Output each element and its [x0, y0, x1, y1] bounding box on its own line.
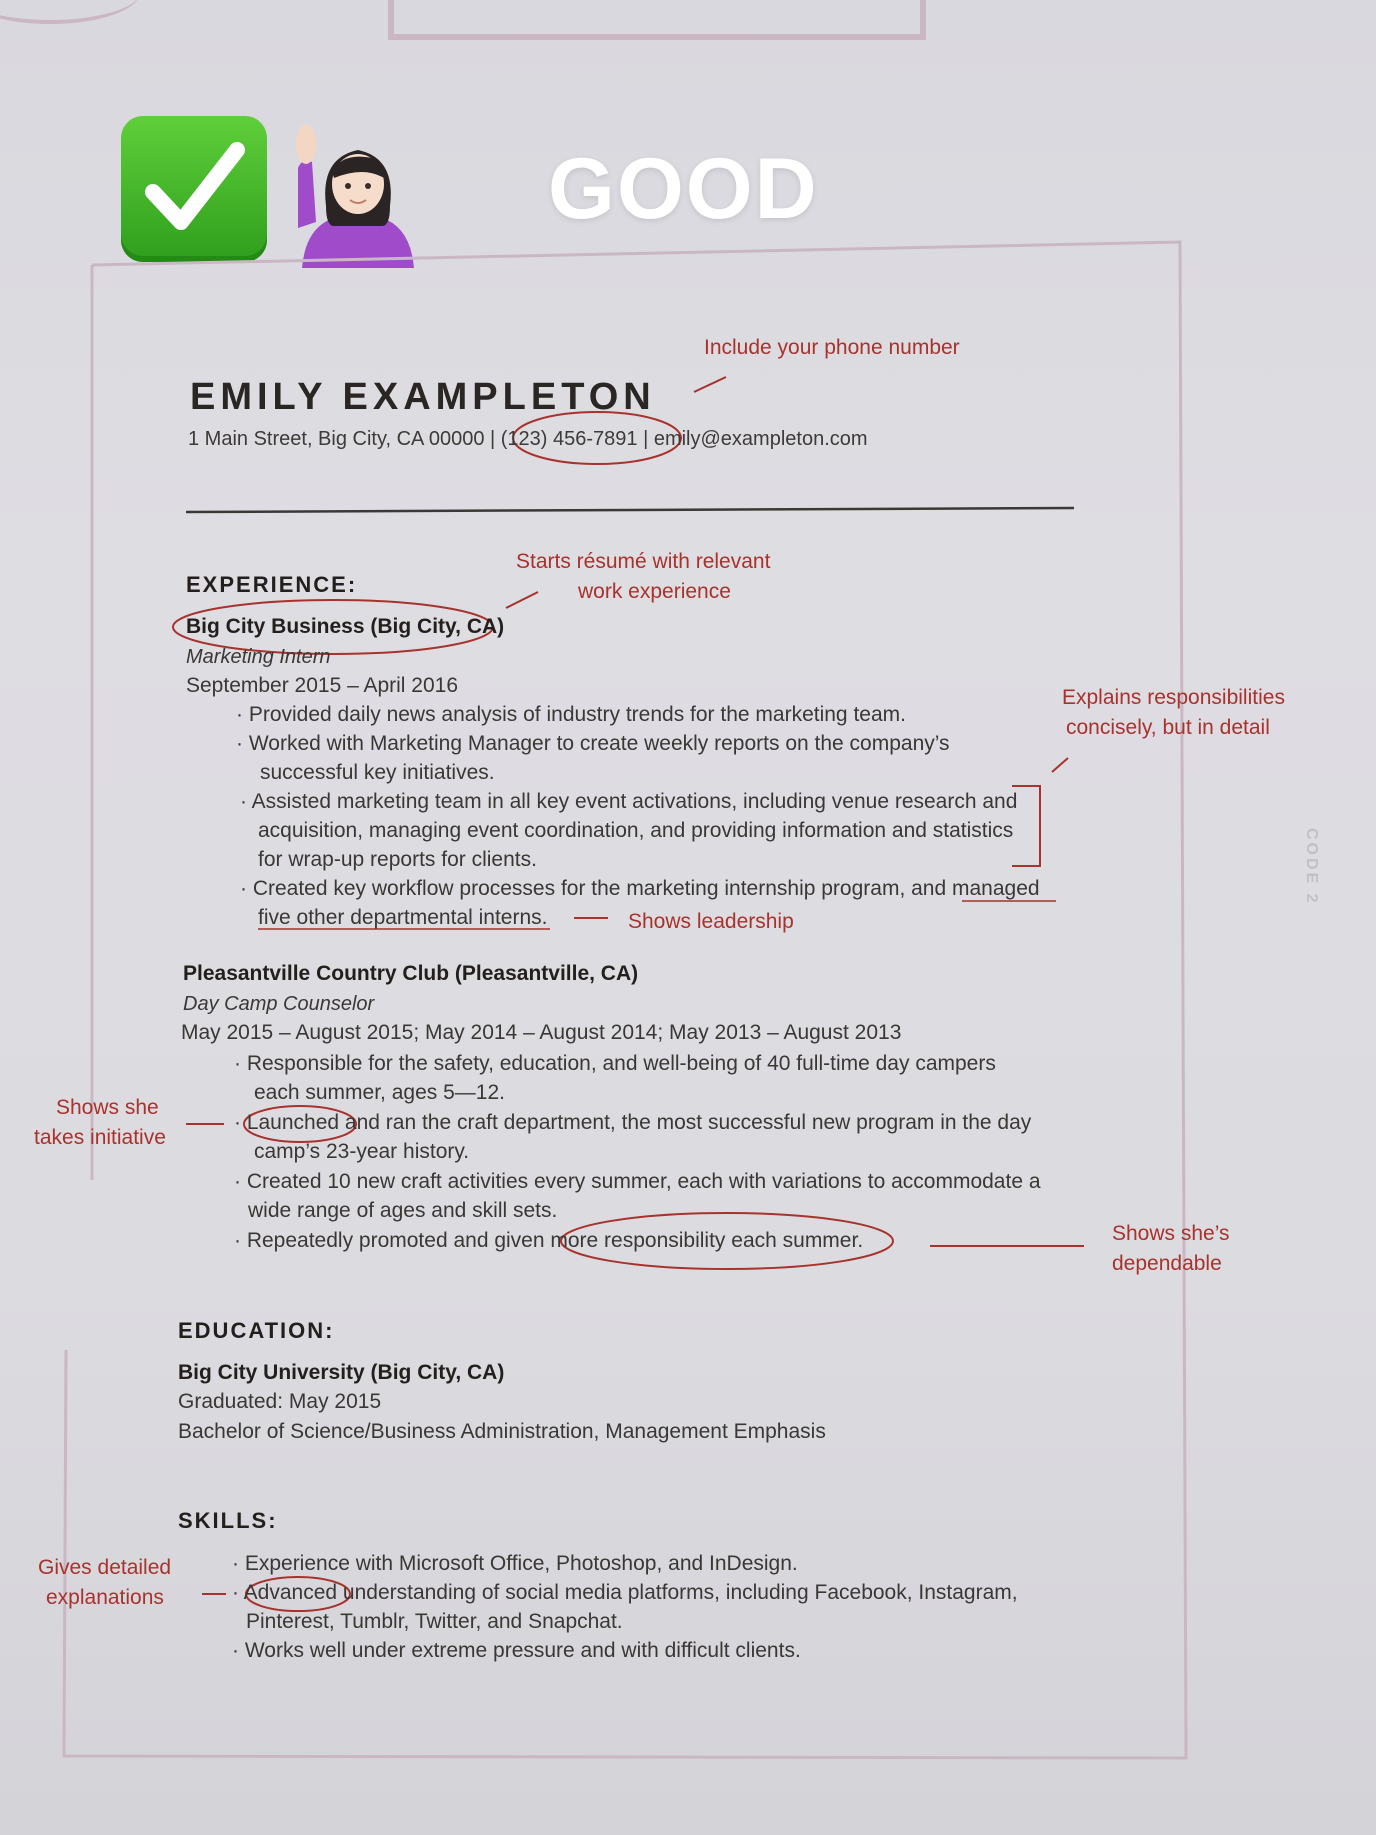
job-line: five other departmental interns. — [258, 906, 548, 929]
job-line: · Repeatedly promoted and given more responsibility each summer. — [234, 1229, 864, 1252]
side-code-label: CODE 2 — [1303, 828, 1320, 906]
job-line: successful key initiatives. — [260, 761, 495, 784]
job-org: Pleasantville Country Club (Pleasantville, CA) — [183, 962, 639, 985]
annotation-responsibilities: concisely, but in detail — [1066, 716, 1270, 739]
job-line: · Created 10 new craft activities every summer, each with variations to accommodate a — [234, 1170, 1041, 1193]
job-line: camp’s 23-year history. — [254, 1140, 470, 1163]
job-line: · Worked with Marketing Manager to create weekly reports on the company’s — [236, 732, 950, 755]
experience-heading: EXPERIENCE: — [186, 572, 358, 597]
resume-contact: 1 Main Street, Big City, CA 00000 | (123) 456-7891 | emily@exampleton.com — [188, 428, 868, 450]
job-dates: September 2015 – April 2016 — [186, 674, 459, 697]
annotation-experience: Starts résumé with relevant — [516, 550, 771, 573]
annotation-detailed: explanations — [46, 1586, 164, 1609]
skill-line: · Advanced understanding of social media platforms, including Facebook, Instagram, — [232, 1581, 1018, 1604]
job-line: wide range of ages and skill sets. — [248, 1199, 558, 1222]
education-graduated: Graduated: May 2015 — [178, 1390, 382, 1413]
skill-line: Pinterest, Tumblr, Twitter, and Snapchat. — [246, 1610, 623, 1633]
job-line: · Created key workflow processes for the marketing internship program, and managed — [240, 877, 1040, 900]
annotation-initiative: Shows she — [56, 1096, 159, 1119]
resume-name: EMILY EXAMPLETON — [190, 376, 656, 418]
annotation-detailed: Gives detailed — [38, 1556, 172, 1579]
annotation-dependable: Shows she’s — [1112, 1222, 1230, 1245]
job-line: · Provided daily news analysis of industry trends for the marketing team. — [236, 703, 906, 726]
education-degree: Bachelor of Science/Business Administration, Management Emphasis — [178, 1420, 826, 1443]
job-org: Big City Business (Big City, CA) — [186, 615, 505, 638]
education-heading: EDUCATION: — [178, 1318, 335, 1343]
job-line: acquisition, managing event coordination, and providing information and statistics — [258, 819, 1014, 842]
annotation-initiative: takes initiative — [34, 1126, 166, 1149]
skills-heading: SKILLS: — [178, 1508, 278, 1533]
education-school: Big City University (Big City, CA) — [178, 1361, 505, 1384]
job-line: · Assisted marketing team in all key event activations, including venue research and — [240, 790, 1018, 813]
verdict-title: GOOD — [548, 141, 819, 237]
job-line: · Launched and ran the craft department, the most successful new program in the day — [234, 1111, 1032, 1134]
skill-line: · Works well under extreme pressure and with difficult clients. — [232, 1639, 801, 1662]
annotation-dependable: dependable — [1112, 1252, 1222, 1275]
job-role: Day Camp Counselor — [183, 993, 375, 1015]
annotation-leadership: Shows leadership — [628, 910, 794, 933]
annotation-responsibilities: Explains responsibilities — [1062, 686, 1285, 709]
annotation-phone: Include your phone number — [704, 336, 960, 359]
annotation-experience: work experience — [578, 580, 731, 603]
job-line: for wrap-up reports for clients. — [258, 848, 537, 871]
skill-line: · Experience with Microsoft Office, Photoshop, and InDesign. — [232, 1552, 798, 1575]
job-line: · Responsible for the safety, education, and well-being of 40 full-time day campers — [234, 1052, 996, 1075]
job-role: Marketing Intern — [186, 646, 331, 668]
job-dates: May 2015 – August 2015; May 2014 – August 2014; May 2013 – August 2013 — [181, 1021, 902, 1044]
job-line: each summer, ages 5—12. — [254, 1081, 505, 1104]
